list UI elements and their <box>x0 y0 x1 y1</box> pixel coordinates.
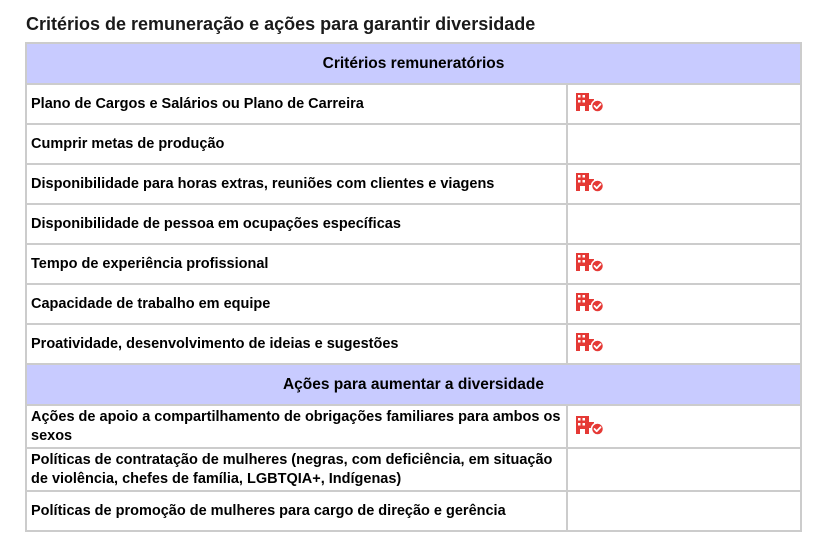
table-row <box>27 85 800 123</box>
criterion-label: Tempo de experiência profissional <box>27 245 566 283</box>
criterion-label: Capacidade de trabalho em equipe <box>27 285 566 323</box>
section-header <box>27 365 800 404</box>
criterion-label: Cumprir metas de produção <box>27 125 566 163</box>
table-row <box>27 492 800 530</box>
status-cell <box>568 325 800 363</box>
status-cell <box>568 165 800 203</box>
table-row <box>27 165 800 203</box>
page-title: Critérios de remuneração e ações para garantir diversidade <box>26 14 536 34</box>
status-cell <box>568 85 800 123</box>
table-row <box>27 285 800 323</box>
status-cell <box>568 125 800 163</box>
status-cell <box>568 205 800 243</box>
table-row <box>27 125 800 163</box>
company-check-icon <box>574 413 606 443</box>
criterion-label: Ações de apoio a compartilhamento de obrigações familiares para ambos os sexos <box>27 406 566 447</box>
criterion-label: Disponibilidade de pessoa em ocupações específicas <box>27 205 566 243</box>
status-cell <box>568 285 800 323</box>
criterion-label: Plano de Cargos e Salários ou Plano de Carreira <box>27 85 566 123</box>
company-check-icon <box>574 250 606 280</box>
criterion-label: Políticas de contratação de mulheres (negras, com deficiência, em situação de violência, chefes de família, LGBTQIA+, Indígenas) <box>27 449 566 490</box>
company-check-icon <box>574 290 606 320</box>
table-row <box>27 245 800 283</box>
status-cell <box>568 492 800 530</box>
table-row <box>27 406 800 447</box>
criterion-label: Políticas de promoção de mulheres para cargo de direção e gerência <box>27 492 566 530</box>
table-row <box>27 449 800 490</box>
table-row <box>27 325 800 363</box>
status-cell <box>568 245 800 283</box>
criteria-table <box>25 42 802 532</box>
company-check-icon <box>574 170 606 200</box>
section-header <box>27 44 800 83</box>
section-heading: Critérios remuneratórios <box>27 44 800 83</box>
criterion-label: Proatividade, desenvolvimento de ideias e sugestões <box>27 325 566 363</box>
section-heading: Ações para aumentar a diversidade <box>27 365 800 404</box>
status-cell <box>568 406 800 447</box>
status-cell <box>568 449 800 490</box>
company-check-icon <box>574 330 606 360</box>
company-check-icon <box>574 90 606 120</box>
table-row <box>27 205 800 243</box>
criterion-label: Disponibilidade para horas extras, reuniões com clientes e viagens <box>27 165 566 203</box>
